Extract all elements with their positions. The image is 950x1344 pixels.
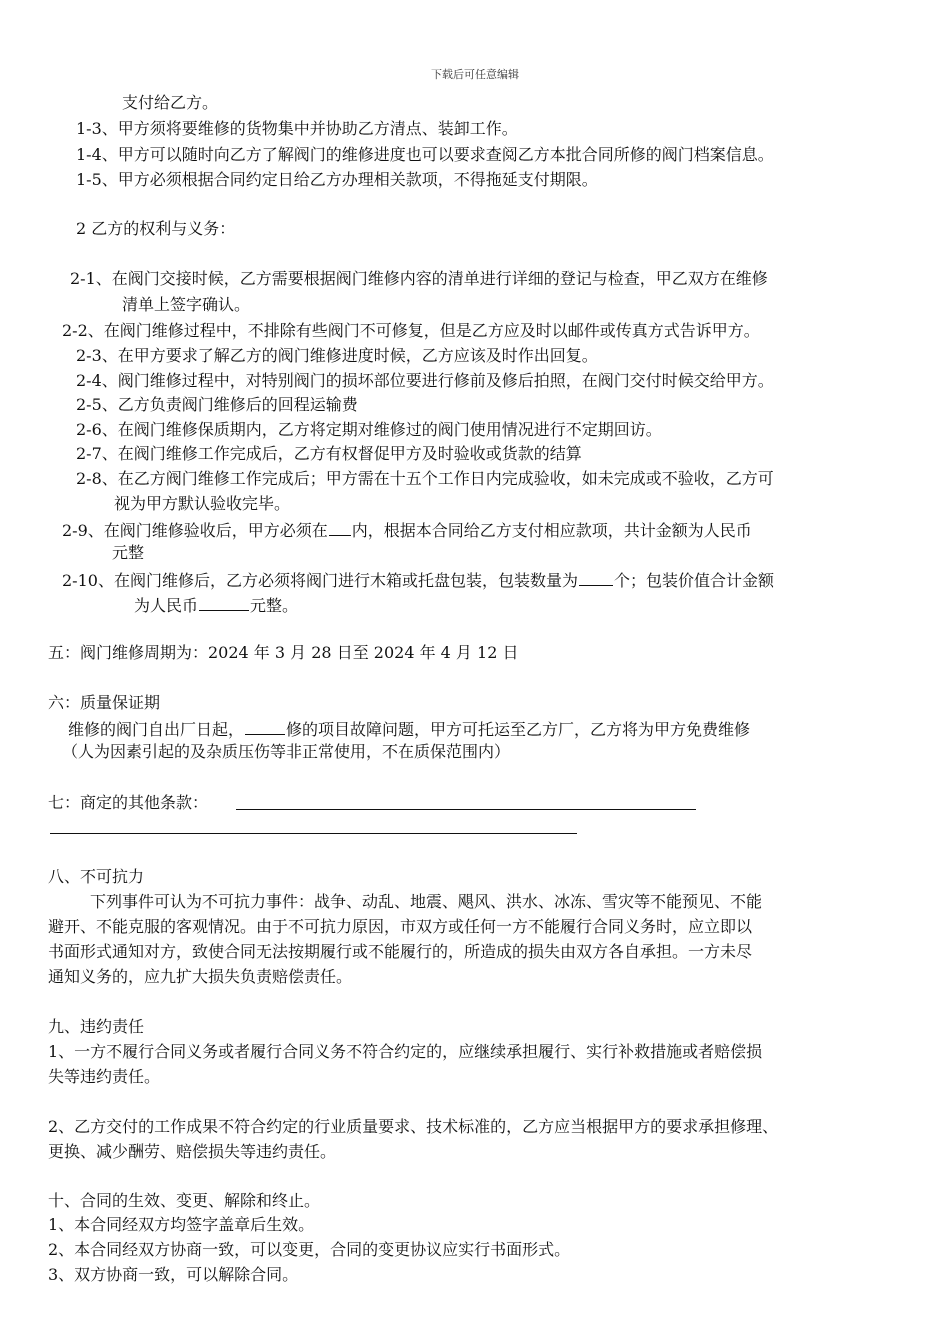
subsection-heading: 2 乙方的权利与义务： [76, 219, 236, 238]
clause-2-10-text: 元整。 [250, 596, 299, 615]
clause-1-4: 1-4、甲方可以随时向乙方了解阀门的维修进度也可以要求查阅乙方本批合同所修的阀门档案信息。 [76, 145, 774, 164]
clause-2-8: 2-8、在乙方阀门维修工作完成后；甲方需在十五个工作日内完成验收，如未完成或不验收，乙方可 [76, 469, 774, 488]
section-6-line [68, 716, 750, 741]
clause-2-6: 2-6、在阀门维修保质期内，乙方将定期对维修过的阀门使用情况进行不定期回访。 [76, 420, 662, 439]
section-9-heading: 九、违约责任 [48, 1017, 145, 1036]
section-8-line: 通知义务的，应九扩大损失负责赔偿责任。 [48, 967, 353, 986]
clause-2-8-cont: 视为甲方默认验收完毕。 [114, 494, 291, 513]
section-7-heading: 七：商定的其他条款： [48, 793, 209, 812]
page-header: 下载后可任意编辑 [431, 68, 519, 81]
fill-in-line[interactable] [236, 809, 696, 810]
clause-2-9-text: 2-9、在阀门维修验收后，甲方必须在 [62, 521, 328, 540]
clause-2-10-text: 2-10、在阀门维修后，乙方必须将阀门进行木箱或托盘包装，包装数量为 [62, 571, 578, 590]
fill-in-blank[interactable] [579, 567, 613, 586]
clause-1-3: 1-3、甲方须将要维修的货物集中并协助乙方清点、装卸工作。 [76, 119, 518, 138]
section-9-p1: 1、一方不履行合同义务或者履行合同义务不符合约定的，应继续承担履行、实行补救措施或者赔偿损 [48, 1042, 763, 1061]
clause-2-1: 2-1、在阀门交接时候，乙方需要根据阀门维修内容的清单进行详细的登记与检查，甲乙双方在维修 [70, 269, 768, 288]
section-8-line: 下列事件可认为不可抗力事件：战争、动乱、地震、飓风、洪水、冰冻、雪灾等不能预见、不能 [90, 892, 763, 911]
clause-2-3: 2-3、在甲方要求了解乙方的阀门维修进度时候，乙方应该及时作出回复。 [76, 346, 598, 365]
clause-2-5: 2-5、乙方负责阀门维修后的回程运输费 [76, 395, 358, 414]
section-5: 五：阀门维修周期为：2024 年 3 月 28 日至 2024 年 4 月 12 日 [48, 643, 519, 662]
section-6-heading: 六：质量保证期 [48, 693, 161, 712]
section-9-p2: 更换、减少酬劳、赔偿损失等违约责任。 [48, 1142, 337, 1161]
clause-2-10-text: 个；包装价值合计金额 [613, 571, 774, 590]
clause-2-7: 2-7、在阀门维修工作完成后，乙方有权督促甲方及时验收或货款的结算 [76, 444, 582, 463]
clause-1-5: 1-5、甲方必须根据合同约定日给乙方办理相关款项，不得拖延支付期限。 [76, 170, 598, 189]
section-10-item: 2、本合同经双方协商一致，可以变更，合同的变更协议应实行书面形式。 [48, 1240, 571, 1259]
fill-in-blank[interactable] [199, 592, 249, 611]
section-10-item: 3、双方协商一致，可以解除合同。 [48, 1265, 299, 1284]
clause-2-2: 2-2、在阀门维修过程中，不排除有些阀门不可修复，但是乙方应及时以邮件或传真方式告诉甲方。 [62, 321, 760, 340]
section-6-text: 修的项目故障问题，甲方可托运至乙方厂，乙方将为甲方免费维修 [286, 720, 751, 739]
clause-2-1-cont: 清单上签字确认。 [122, 295, 251, 314]
fill-in-blank[interactable] [245, 716, 285, 735]
fill-in-line[interactable] [50, 833, 577, 834]
section-10-heading: 十、合同的生效、变更、解除和终止。 [48, 1191, 321, 1210]
section-10-item: 1、本合同经双方均签字盖章后生效。 [48, 1215, 315, 1234]
clause-2-9-cont: 元整 [112, 543, 145, 562]
section-9-p2: 2、乙方交付的工作成果不符合约定的行业质量要求、技术标准的，乙方应当根据甲方的要求承担修理、 [48, 1117, 779, 1136]
clause-2-4: 2-4、阀门维修过程中，对特别阀门的损坏部位要进行修前及修后拍照，在阀门交付时候交给甲方。 [76, 371, 774, 390]
section-6-text: 维修的阀门自出厂日起， [68, 720, 245, 739]
paragraph-line: 支付给乙方。 [122, 93, 219, 112]
section-8-line: 书面形式通知对方，致使合同无法按期履行或不能履行的，所造成的损失由双方各自承担。一方未尽 [48, 942, 753, 961]
section-6-note: （人为因素引起的及杂质压伤等非正常使用，不在质保范围内） [62, 742, 511, 761]
fill-in-blank[interactable] [329, 517, 351, 536]
section-8-line: 避开、不能克服的客观情况。由于不可抗力原因，市双方或任何一方不能履行合同义务时，应立即以 [48, 917, 753, 936]
section-8-heading: 八、不可抗力 [48, 867, 145, 886]
section-9-p1: 失等违约责任。 [48, 1067, 161, 1086]
clause-2-10-cont [134, 592, 298, 617]
clause-2-10-text: 为人民币 [134, 596, 199, 615]
clause-2-9-text: 内，根据本合同给乙方支付相应款项，共计金额为人民币 [351, 521, 752, 540]
clause-2-9 [62, 517, 752, 542]
clause-2-10 [62, 567, 774, 592]
